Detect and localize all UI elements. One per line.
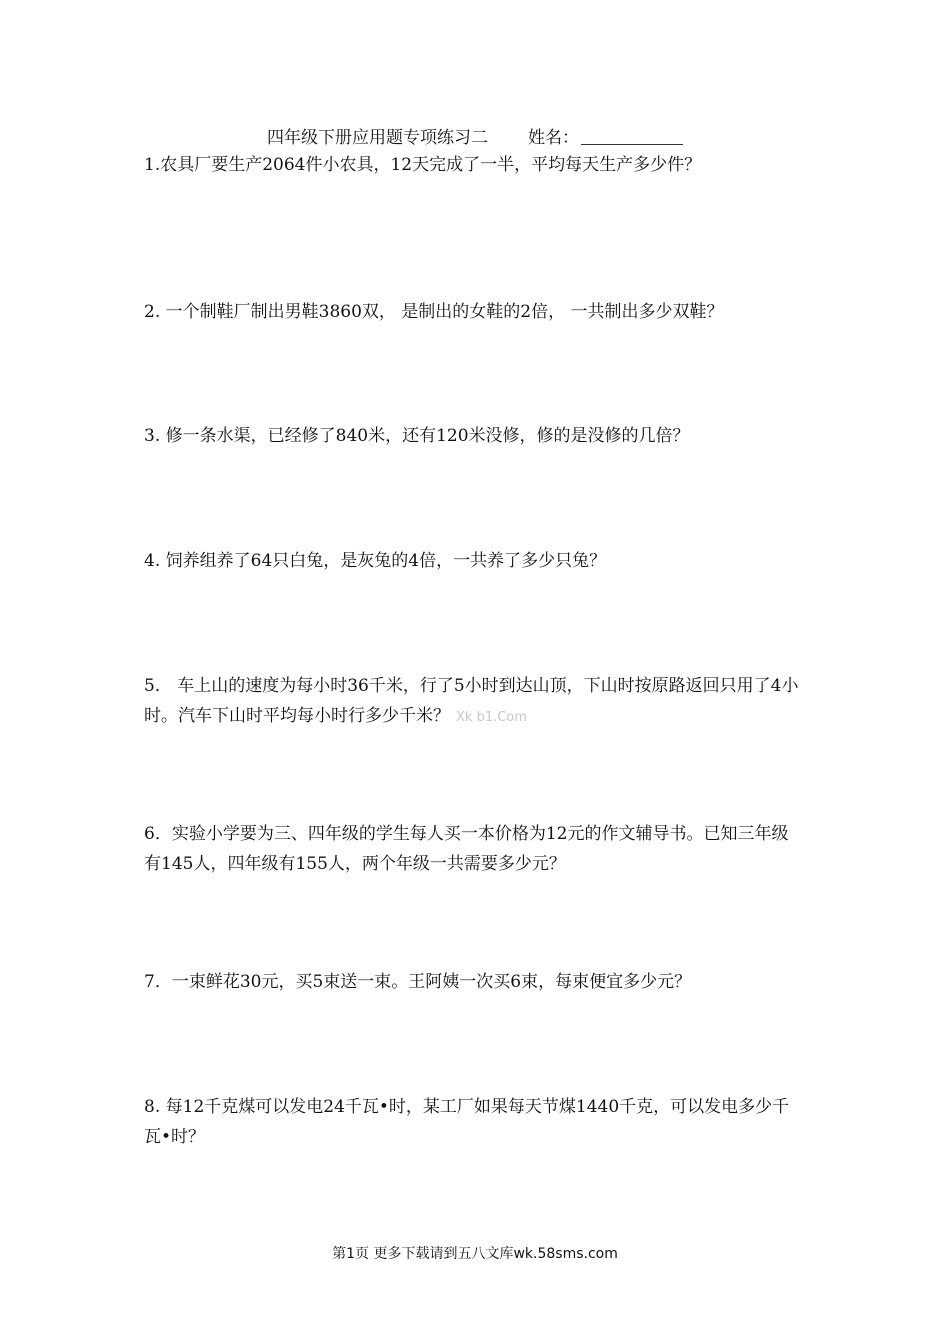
question-3: 3. 修一条水渠，已经修了840米，还有120米没修，修的是没修的几倍？ [144,426,690,446]
question-1: 1.农具厂要生产2064件小农具，12天完成了一半，平均每天生产多少件？ [144,155,702,175]
question-8: 8. 每12千克煤可以发电24千瓦•时，某工厂如果每天节煤1440千克，可以发电多少千瓦•时？ [144,1097,790,1147]
worksheet-title: 四年级下册应用题专项练习二 [267,128,488,148]
watermark-text: Xk b1.Com [456,710,527,725]
question-5 [144,671,804,733]
question-7: 7．一束鲜花30元，买5束送一束。王阿姨一次买6束，每束便宜多少元？ [144,972,692,992]
name-blank-line[interactable] [581,128,683,145]
worksheet-header [0,127,950,149]
question-6: 6．实验小学要为三、四年级的学生每人买一本价格为12元的作文辅导书。已知三年级有145人，四年级有155人，两个年级一共需要多少元？ [144,824,789,874]
question-4: 4. 饲养组养了64只白兔，是灰兔的4倍，一共养了多少只兔？ [144,551,607,571]
page-footer: 第1页 更多下载请到五八文库wk.58sms.com [332,1246,618,1262]
question-5-text: 5． 车上山的速度为每小时36千米，行了5小时到达山顶，下山时按原路返回只用了4小时。汽车下山时平均每小时行多少千米？ [144,676,799,726]
name-label: 姓名： [528,128,579,148]
question-2: 2. 一个制鞋厂制出男鞋3860双， 是制出的女鞋的2倍， 一共制出多少双鞋？ [144,302,724,322]
